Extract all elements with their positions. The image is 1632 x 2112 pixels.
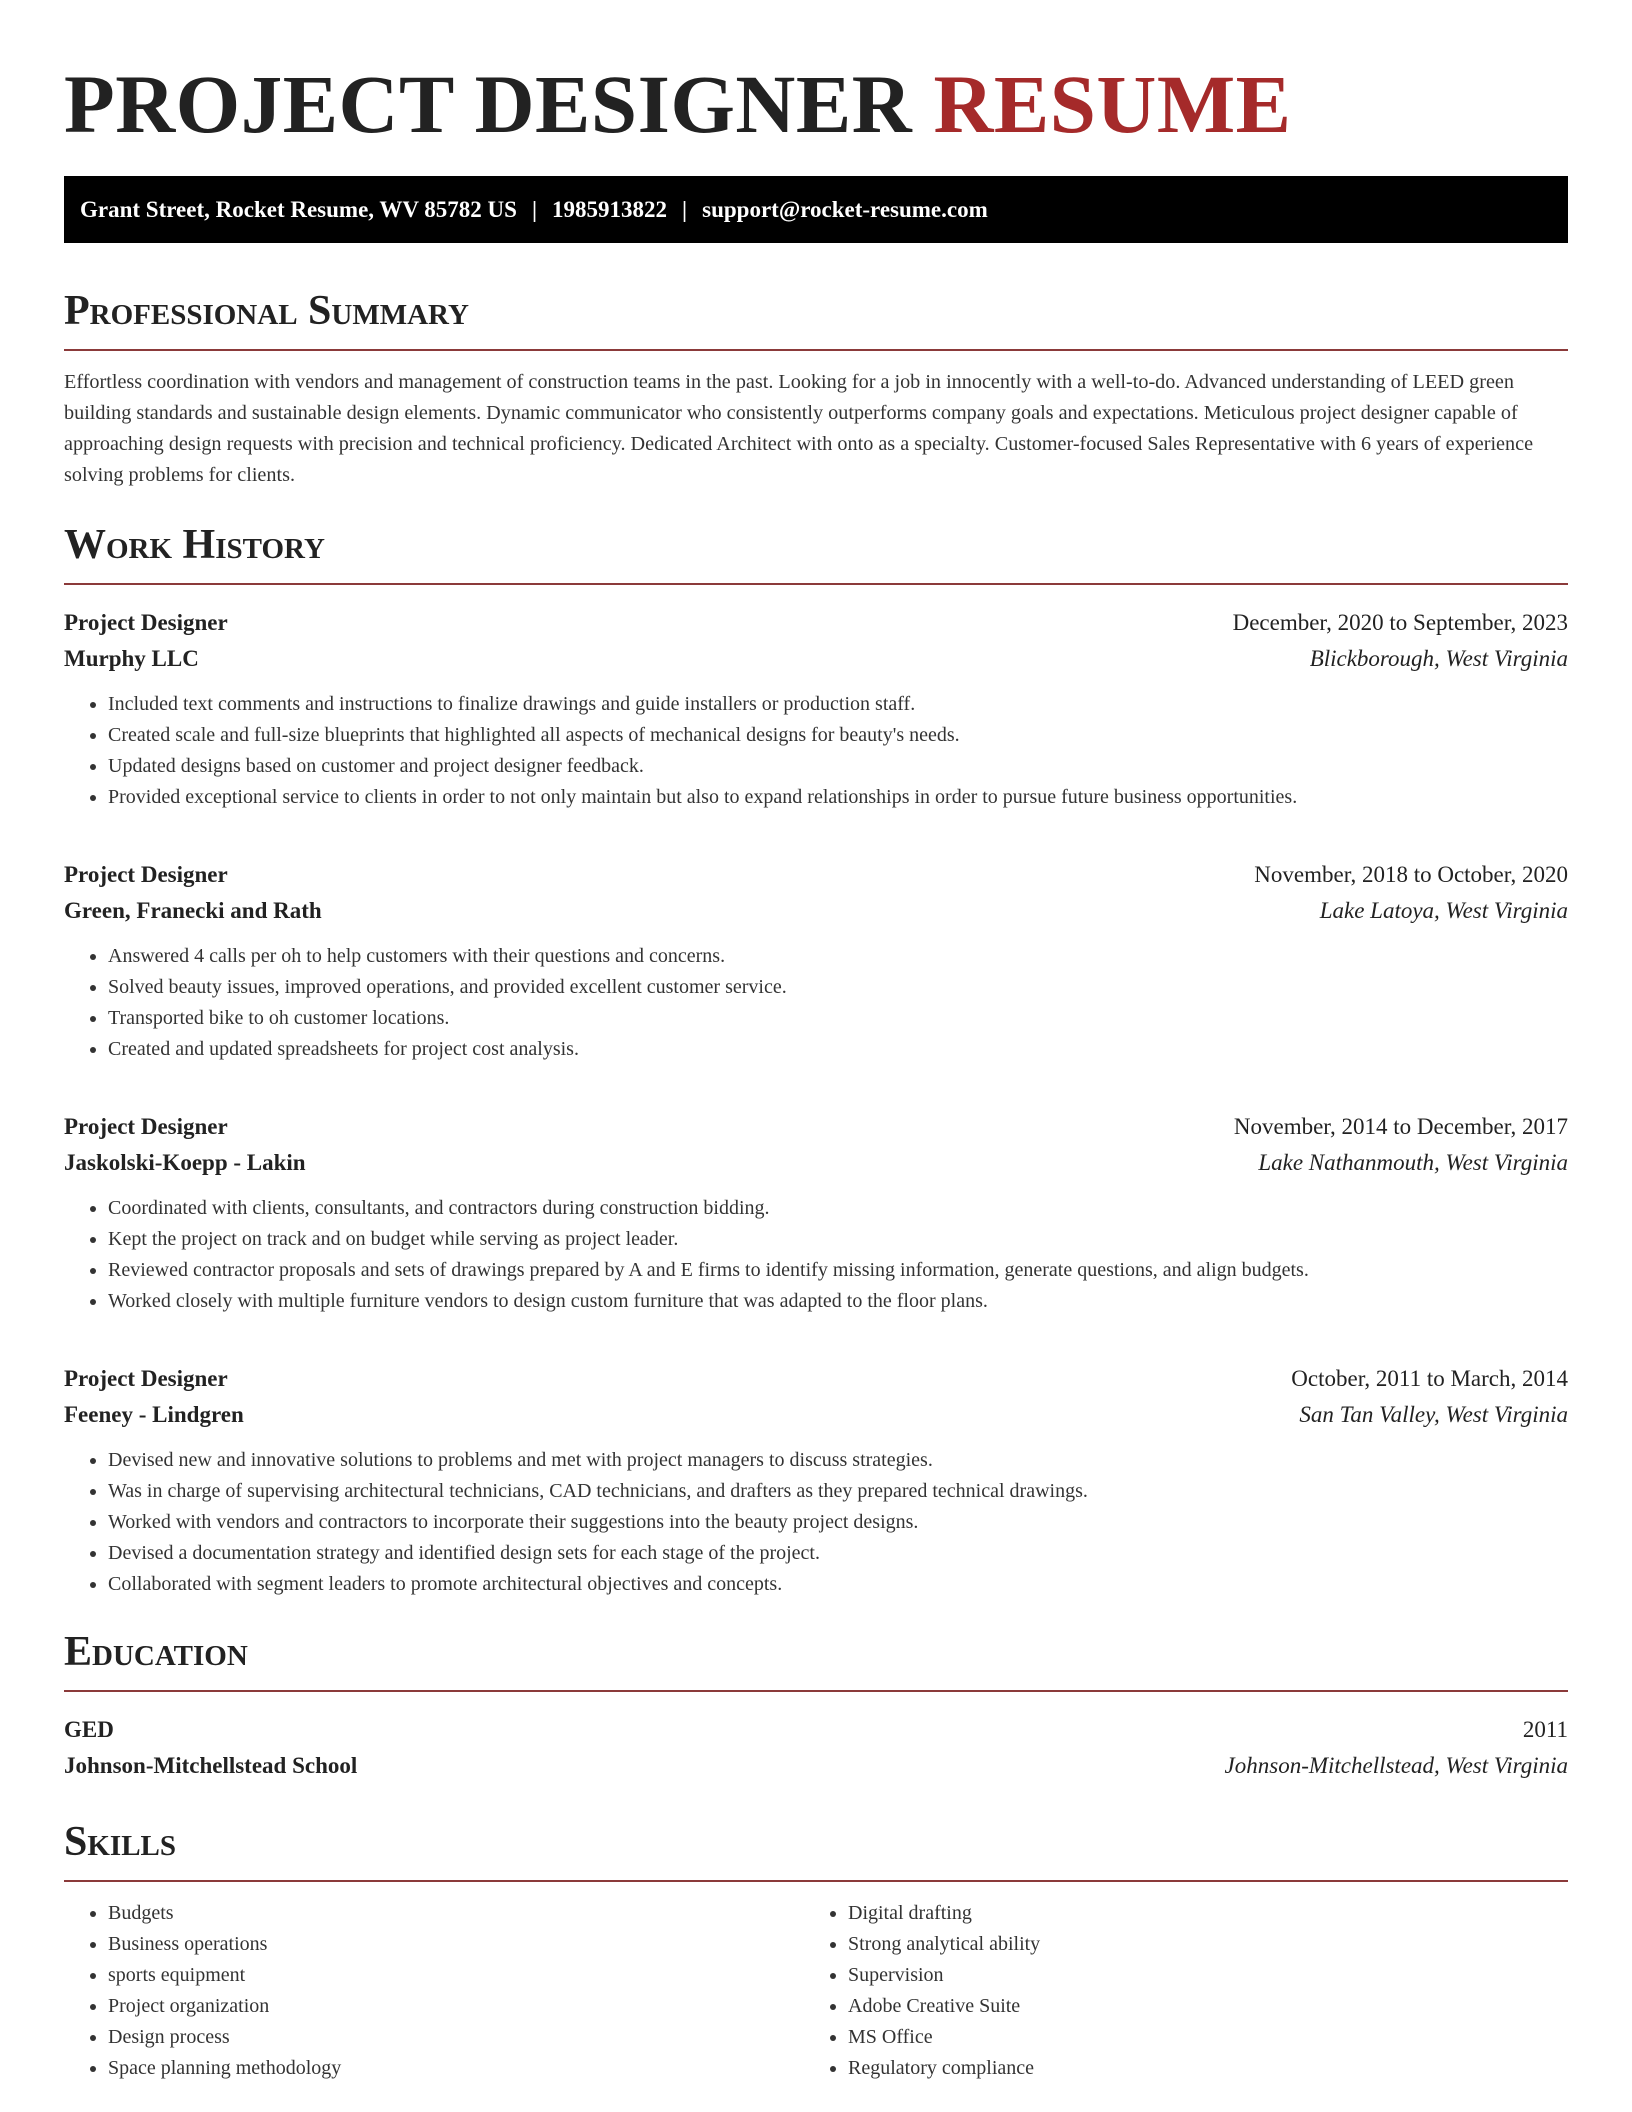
contact-separator: | [531,196,538,222]
job-bullet: • Kept the project on track and on budget while serving as project leader. [108,1224,1568,1255]
contact-email: support@rocket-resume.com [702,196,988,222]
job-bullet: • Collaborated with segment leaders to promote architectural objectives and concepts. [108,1569,1568,1600]
skills-column-left [64,1898,804,2084]
job-bullet: • Worked closely with multiple furniture vendors to design custom furniture that was adapted to the floor plans. [108,1286,1568,1317]
job-dates: November, 2018 to October, 2020 [1254,862,1568,887]
contact-bar [64,176,1568,243]
job-bullet: • Created scale and full-size blueprints that highlighted all aspects of mechanical designs for beauty's needs. [108,720,1568,751]
title-accent: RESUME [933,58,1292,150]
job-title: Project Designer [64,1366,228,1391]
job-bullet: • Worked with vendors and contractors to incorporate their suggestions into the beauty project designs. [108,1507,1568,1538]
job-bullet: • Solved beauty issues, improved operations, and provided excellent customer service. [108,972,1568,1003]
education-school: Johnson-Mitchellstead School [64,1753,358,1778]
skill-item: • Strong analytical ability [848,1929,1544,1960]
job-title-row [64,1109,1568,1145]
title-main: PROJECT DESIGNER [64,58,913,150]
skill-item: • MS Office [848,2022,1544,2053]
job-bullets [64,689,1568,813]
education-heading: Education [64,1628,1568,1692]
job-bullets [64,941,1568,1065]
education-degree: GED [64,1717,114,1742]
job-bullets [64,1445,1568,1600]
job-bullet: • Reviewed contractor proposals and sets of drawings prepared by A and E firms to identify missing information, generate questions, and align budgets. [108,1255,1568,1286]
skill-item: • Business operations [108,1929,804,1960]
job-bullet: • Included text comments and instructions to finalize drawings and guide installers or production staff. [108,689,1568,720]
job-location: Lake Nathanmouth, West Virginia [1258,1150,1568,1175]
contact-separator: | [682,196,688,222]
job-company-row [64,641,1568,677]
job-bullet: • Created and updated spreadsheets for project cost analysis. [108,1034,1568,1065]
job-location: Blickborough, West Virginia [1309,646,1568,671]
skills-list [64,1898,1568,2084]
job-company: Murphy LLC [64,646,199,671]
skills-heading: Skills [64,1818,1568,1882]
education-school-row [64,1748,1568,1784]
education-location: Johnson-Mitchellstead, West Virginia [1224,1753,1568,1778]
job-dates: October, 2011 to March, 2014 [1291,1366,1568,1391]
job-entry [64,1361,1568,1600]
job-bullet: • Devised new and innovative solutions to problems and met with project managers to discuss strategies. [108,1445,1568,1476]
job-bullet: • Was in charge of supervising architectural technicians, CAD technicians, and drafters as they prepared technical drawings. [108,1476,1568,1507]
summary-text: Effortless coordination with vendors and management of construction teams in the past. Looking for a job in innocently with a well-to-do. Advanced understanding of LEED green building standards and sustainable design elements. Dynamic communicator who consistently outperforms company goals and expectations. Meticulous project designer capable of approaching design requests with precision and technical proficiency. Dedicated Architect with onto as a specialty. Customer-focused Sales Representative with 6 years of experience solving problems for clients. [64,371,1534,486]
job-company-row [64,1145,1568,1181]
job-bullet: • Answered 4 calls per oh to help customers with their questions and concerns. [108,941,1568,972]
job-title-row [64,605,1568,641]
job-company: Feeney - Lindgren [64,1402,244,1427]
skill-item: • Adobe Creative Suite [848,1991,1544,2022]
skill-item: • Budgets [108,1898,804,1929]
job-company: Green, Franecki and Rath [64,898,322,923]
resume-title [64,56,1568,152]
skill-item: • Regulatory compliance [848,2053,1544,2084]
job-company-row [64,893,1568,929]
skill-item: • Design process [108,2022,804,2053]
education-degree-row [64,1712,1568,1748]
contact-phone: 1985913822 [552,196,668,222]
skill-item: • Project organization [108,1991,804,2022]
job-bullets [64,1193,1568,1317]
skill-item: • Supervision [848,1960,1544,1991]
job-title: Project Designer [64,610,228,635]
job-company: Jaskolski-Koepp - Lakin [64,1150,306,1175]
job-title: Project Designer [64,862,228,887]
job-bullet: • Coordinated with clients, consultants, and contractors during construction bidding. [108,1193,1568,1224]
skill-item: • Space planning methodology [108,2053,804,2084]
job-bullet: • Updated designs based on customer and project designer feedback. [108,751,1568,782]
education-year: 2011 [1522,1717,1568,1742]
job-location: San Tan Valley, West Virginia [1299,1402,1568,1427]
job-dates: November, 2014 to December, 2017 [1233,1114,1568,1139]
job-entry [64,605,1568,813]
job-bullet: • Devised a documentation strategy and identified design sets for each stage of the project. [108,1538,1568,1569]
job-entry [64,857,1568,1065]
job-entry [64,1109,1568,1317]
job-bullet: • Provided exceptional service to clients in order to not only maintain but also to expand relationships in order to pursue future business opportunities. [108,782,1568,813]
skills-column-right [804,1898,1544,2084]
job-title: Project Designer [64,1114,228,1139]
job-company-row [64,1397,1568,1433]
contact-address: Grant Street, Rocket Resume, WV 85782 US [80,196,517,222]
job-dates: December, 2020 to September, 2023 [1232,610,1568,635]
job-title-row [64,1361,1568,1397]
job-title-row [64,857,1568,893]
job-location: Lake Latoya, West Virginia [1319,898,1568,923]
skill-item: • Digital drafting [848,1898,1544,1929]
work-history-heading: Work History [64,521,1568,585]
job-bullet: • Transported bike to oh customer locations. [108,1003,1568,1034]
education-entry [64,1712,1568,1784]
summary-heading: Professional Summary [64,287,1568,351]
skill-item: • sports equipment [108,1960,804,1991]
